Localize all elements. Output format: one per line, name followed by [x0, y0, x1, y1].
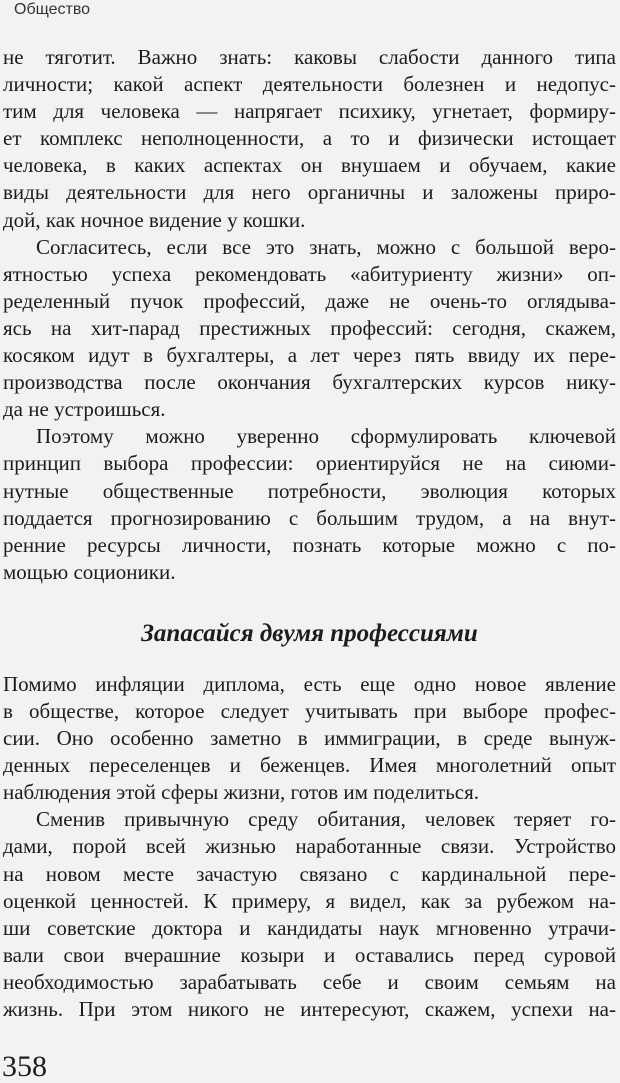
text-line: вали свои вчерашние козыри и оставались перед суровой: [3, 942, 616, 967]
section-heading: Запасайся двумя профессиями: [141, 619, 478, 647]
text-line: на новом месте зачастую связано с кардинальной пере-: [3, 861, 616, 886]
text-line: в обществе, которое следует учитывать при выборе профес-: [3, 698, 616, 723]
text-line: жизнь. При этом никого не интересуют, скажем, успехи на-: [3, 997, 616, 1021]
text-line: тим для человека — напрягает психику, угнетает, формиру-: [3, 99, 616, 124]
text-line: человека, в каких аспектах он внушаем и обучаем, какие: [3, 153, 616, 178]
text-line: поддается прогнозированию с большим трудом, а на внут-: [3, 505, 616, 530]
body-text: [3, 44, 616, 1023]
text-line: да не устроишься.: [3, 397, 166, 422]
text-line: личности; какой аспект деятельности болезнен и недопус-: [3, 72, 616, 97]
text-line: ренние ресурсы личности, познать которые можно с по-: [3, 532, 616, 557]
text-line: ши советские доктора и кандидаты наук мгновенно утрачи-: [3, 915, 616, 940]
text-line: дами, порой всей жизнью наработанные связи. Устройство: [3, 834, 616, 859]
text-line: наблюдения этой сферы жизни, готов им поделиться.: [3, 780, 479, 805]
text-line: мощью соционики.: [3, 559, 176, 584]
text-line: не тяготит. Важно знать: каковы слабости данного типа: [3, 45, 616, 69]
text-line: денных переселенцев и беженцев. Имея многолетний опыт: [3, 753, 616, 778]
text-line: производства после окончания бухгалтерских курсов нику-: [3, 370, 616, 395]
text-line: Помимо инфляции диплома, есть еще одно новое явление: [3, 671, 616, 696]
text-line: косяком идут в бухгалтеры, а лет через пять ввиду их пере-: [3, 343, 616, 368]
text-line: ределенный пучок профессий, даже не очень-то оглядыва-: [3, 288, 616, 313]
text-line: Согласитесь, если все это знать, можно с большой веро-: [36, 234, 616, 259]
page-number: 358: [2, 1050, 47, 1083]
text-line: ятностью успеха рекомендовать «абитуриенту жизни» оп-: [3, 261, 616, 286]
text-line: Поэтому можно уверенно сформулировать ключевой: [36, 424, 616, 449]
text-line: оценкой ценностей. К примеру, я видел, как за рубежом на-: [3, 888, 616, 913]
text-line: виды деятельности для него органичны и заложены приро-: [3, 180, 616, 205]
text-line: нутные общественные потребности, эволюция которых: [3, 478, 616, 503]
text-line: принцип выбора профессии: ориентируйся не на сиюми-: [3, 451, 616, 476]
text-line: необходимостью зарабатывать себе и своим семьям на: [3, 969, 616, 994]
text-line: сии. Оно особенно заметно в иммиграции, в среде вынуж-: [3, 726, 616, 751]
text-line: дой, как ночное видение у кошки.: [3, 207, 306, 232]
text-line: ет комплекс неполноценности, а то и физически истощает: [3, 126, 616, 151]
text-line: ясь на хит-парад престижных профессий: сегодня, скажем,: [3, 315, 616, 340]
text-line: Сменив привычную среду обитания, человек теряет го-: [36, 807, 616, 832]
running-header: Общество: [14, 1, 91, 18]
